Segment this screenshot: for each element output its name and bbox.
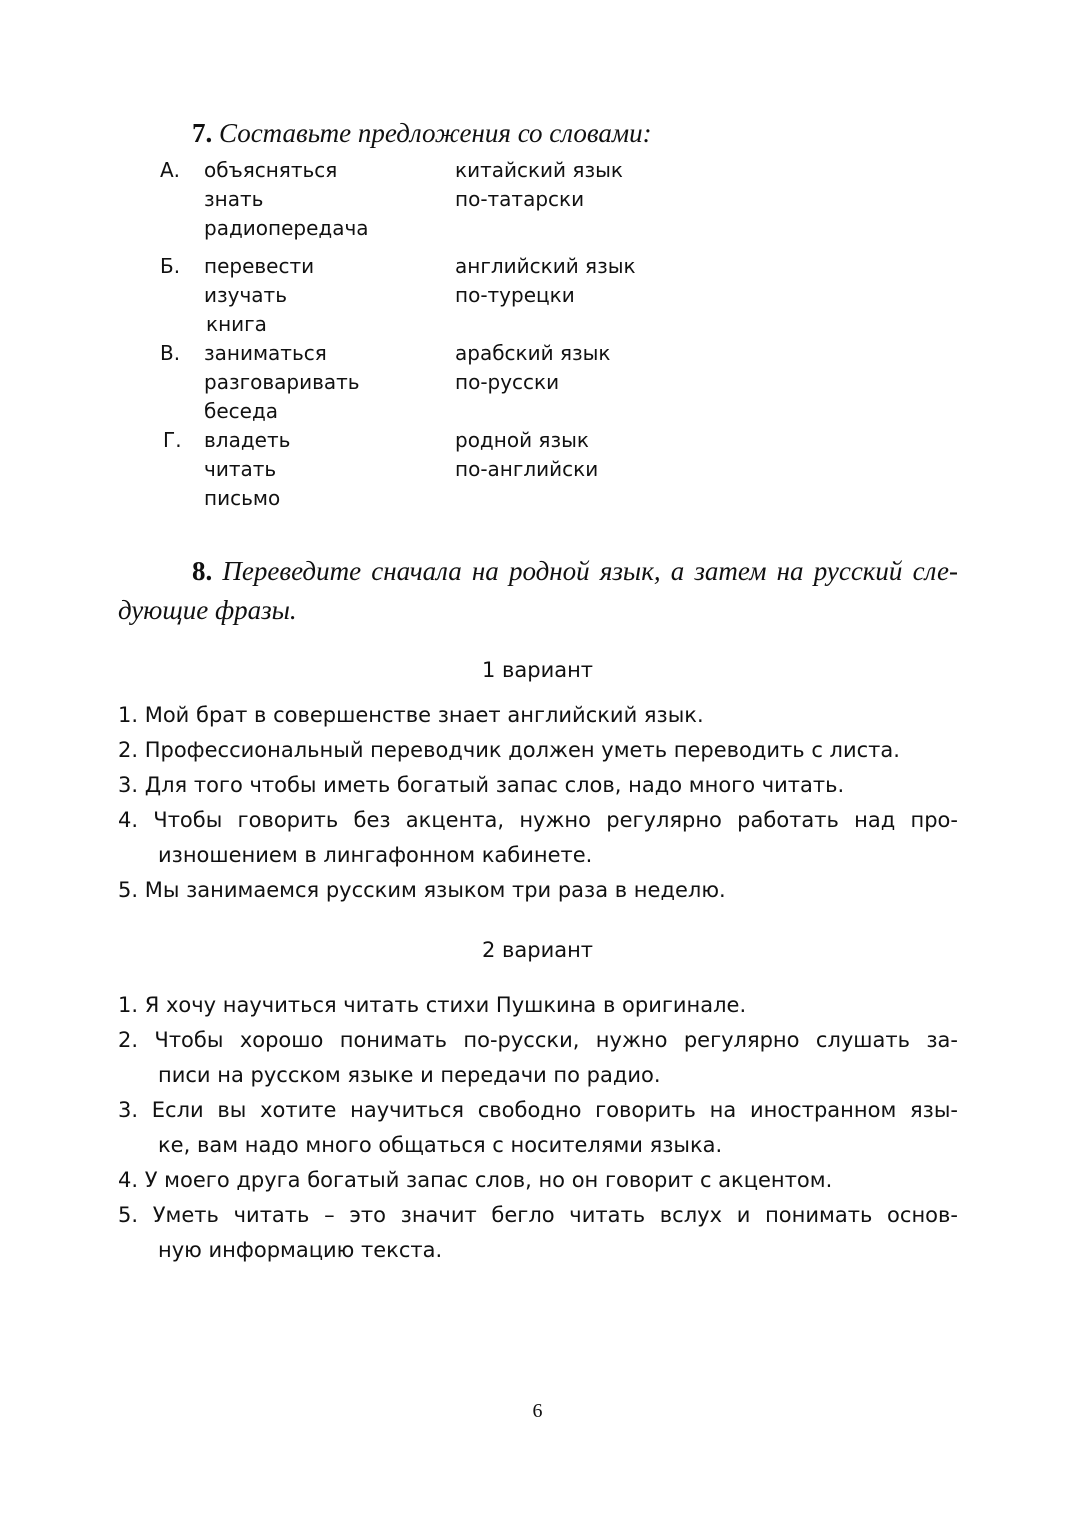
list-item-text: 5. Уметь читать – это значит бегло читать вслух и понимать основ- (118, 1203, 958, 1227)
list-item (118, 1093, 958, 1163)
word: объясняться (204, 158, 338, 182)
language-column (455, 252, 636, 310)
exercise-8-heading (118, 552, 958, 630)
word: родной язык (455, 428, 589, 452)
list-item-text-continued: писи на русском языке и передачи по радио. (158, 1063, 661, 1087)
variant-2-title: 2 вариант (481, 938, 594, 962)
word: по-татарски (455, 187, 585, 211)
group-letter: Б. (160, 254, 181, 278)
word: арабский язык (455, 341, 611, 365)
word: по-русски (455, 370, 560, 394)
word: знать (204, 187, 264, 211)
exercise-7-number: 7. (192, 118, 213, 148)
list-item (118, 873, 958, 908)
language-column (455, 156, 623, 214)
list-item-text: 1. Мой брат в совершенстве знает английский язык. (118, 703, 704, 727)
exercise-7-heading (192, 118, 652, 149)
language-column (455, 426, 598, 484)
exercise-8-number: 8. (192, 556, 213, 586)
word: по-английски (455, 457, 599, 481)
exercise-8-instruction-line-2: дующие фразы. (118, 595, 297, 625)
list-item-text: 4. Чтобы говорить без акцента, нужно регулярно работать над про- (118, 808, 958, 832)
list-item-text: 3. Для того чтобы иметь богатый запас слов, надо много читать. (118, 773, 845, 797)
list-item (118, 1163, 958, 1198)
word: владеть (204, 428, 291, 452)
word: читать (204, 457, 277, 481)
word: книга (206, 312, 267, 336)
verbs-column (204, 339, 360, 426)
word: перевести (204, 254, 315, 278)
word: китайский язык (455, 158, 623, 182)
list-item-text-continued: ке, вам надо много общаться с носителями языка. (158, 1133, 723, 1157)
list-item (118, 988, 958, 1023)
list-item (118, 803, 958, 873)
list-item-text: 1. Я хочу научиться читать стихи Пушкина в оригинале. (118, 993, 747, 1017)
group-letter: В. (160, 341, 181, 365)
list-item-text: 2. Чтобы хорошо понимать по-русски, нужно регулярно слушать за- (118, 1028, 958, 1052)
list-item-text: 2. Профессиональный переводчик должен уметь переводить с листа. (118, 738, 900, 762)
verbs-column (204, 426, 290, 513)
word: английский язык (455, 254, 636, 278)
list-item-text: 4. У моего друга богатый запас слов, но он говорит с акцентом. (118, 1168, 833, 1192)
language-column (455, 339, 611, 397)
list-item (118, 768, 958, 803)
group-letter: А. (160, 158, 181, 182)
exercise-7-instruction: Составьте предложения со словами: (219, 118, 652, 148)
list-item-text: 3. Если вы хотите научиться свободно говорить на иностранном язы- (118, 1098, 958, 1122)
variant-1-title: 1 вариант (481, 658, 594, 682)
group-letter: Г. (163, 428, 182, 452)
list-item (118, 733, 958, 768)
word: по-турецки (455, 283, 575, 307)
list-item-text-continued: ную информацию текста. (158, 1238, 443, 1262)
list-item-text-continued: изношением в лингафонном кабинете. (158, 843, 593, 867)
list-item (118, 1023, 958, 1093)
verbs-column (204, 156, 369, 243)
word: заниматься (204, 341, 327, 365)
word: изучать (204, 283, 287, 307)
exercise-8-instruction-line-1 (118, 552, 958, 591)
word: беседа (204, 399, 279, 423)
exercise-8-instruction-text: Переведите сначала на родной язык, а затем на русский сле- (222, 556, 958, 586)
verbs-column (204, 252, 314, 339)
list-item (118, 698, 958, 733)
variant-2-list (118, 988, 958, 1268)
page-number: 6 (532, 1400, 543, 1422)
list-item-text: 5. Мы занимаемся русским языком три раза в неделю. (118, 878, 726, 902)
word: разговаривать (204, 370, 360, 394)
list-item (118, 1198, 958, 1268)
word: радиопередача (204, 216, 369, 240)
variant-1-list (118, 698, 958, 908)
word: письмо (204, 486, 281, 510)
